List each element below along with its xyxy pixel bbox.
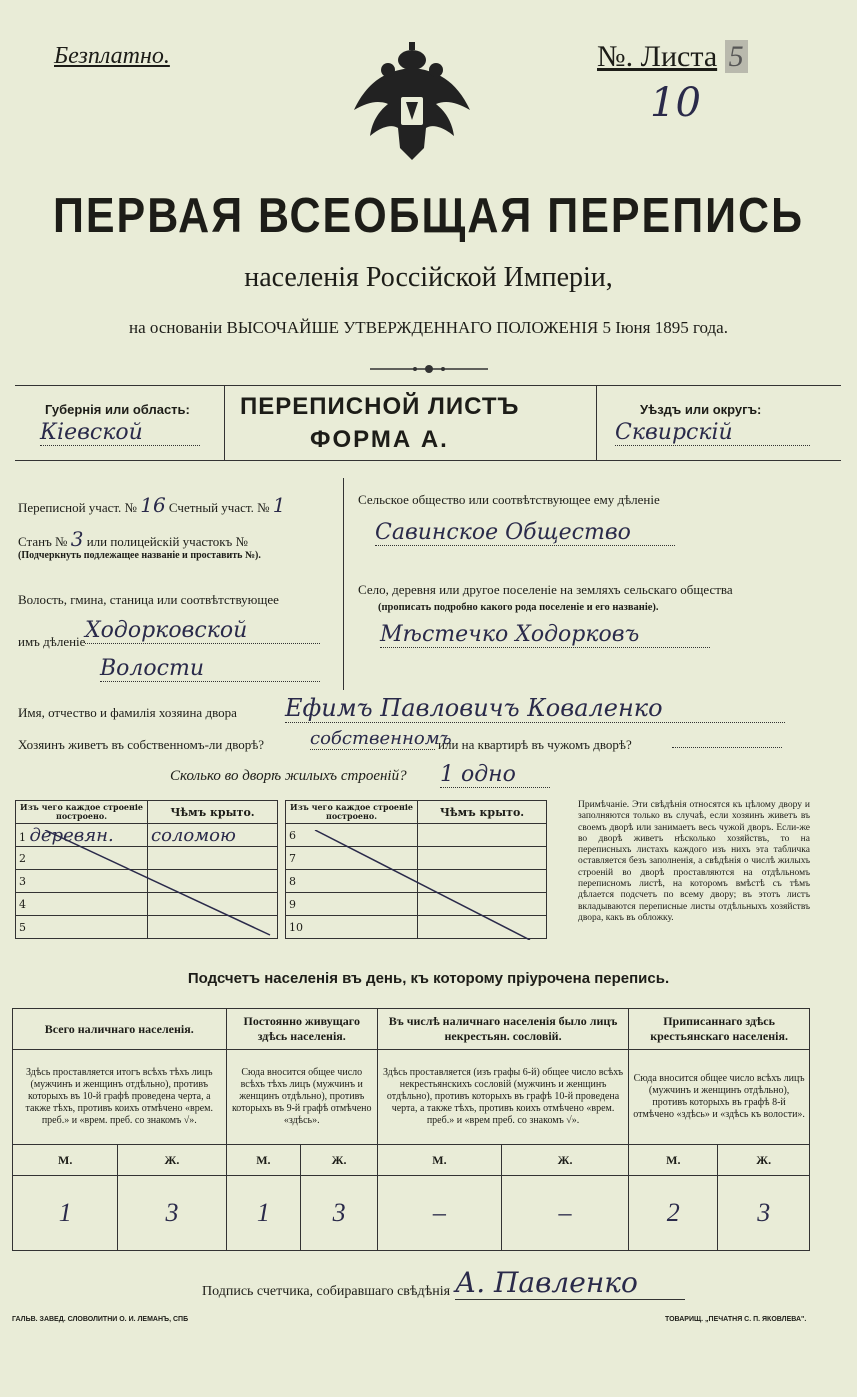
signature-label: Подпись счетчика, собиравшаго свѣдѣнія [202, 1284, 451, 1299]
table-row: 2 [16, 847, 278, 870]
main-title: ПЕРВАЯ ВСЕОБЩАЯ ПЕРЕПИСЬ [52, 188, 805, 244]
ornament-divider [370, 364, 488, 374]
value-zh-1: 3 [118, 1176, 226, 1251]
zh-header: Ж. [118, 1145, 226, 1176]
rent-label: или на квартирѣ въ чужомъ дворѣ? [438, 737, 632, 752]
table-row: 3 [16, 870, 278, 893]
stan-note: (Подчеркнуть подлежащее названіе и проставить №). [18, 550, 261, 561]
value-m-3: – [377, 1176, 501, 1251]
m-header: М. [377, 1145, 501, 1176]
own-value: собственномъ [310, 728, 452, 749]
value-zh-3: – [501, 1176, 628, 1251]
rent-line [672, 747, 782, 748]
rule-v2 [596, 385, 597, 461]
value-m-2: 1 [226, 1176, 301, 1251]
table-row: 6 [286, 824, 547, 847]
village-value: Мѣстечко Ходорковъ [380, 622, 710, 648]
summary-title: Подсчетъ населенія въ день, къ которому пріурочена перепись. [187, 970, 670, 987]
gubernia-value: Кіевской [40, 420, 200, 446]
uezd-value: Сквирскій [615, 420, 810, 446]
zh-header: Ж. [718, 1145, 810, 1176]
remark-text: Примѣчаніе. Эти свѣдѣнія относятся къ цѣлому двору и заполняются только въ случаѣ, если хозяинъ живетъ въ своемъ дворѣ или занимаетъ весь чужой дворъ. Если-же во дворѣ живетъ нѣсколько хозяйствъ, то на переписныхъ листахъ каждого изъ нихъ эта табличка оставляется безъ заполненія, а свѣдѣнія о числѣ жилыхъ строеній во дворѣ проставляются на отдѣльномъ переписномъ листѣ, на которомъ вмѣстѣ съ тѣмъ дѣлается подсчетъ по всему двору; въ этотъ листъ вкладываются переписные листы отдѣльныхъ хозяйствъ двора, какъ въ обложку. [578, 800, 810, 923]
list-number: №. Листа 5 [597, 40, 748, 74]
strike-line-left [15, 830, 278, 940]
summary-head-1: Всего наличнаго населенія. [13, 1009, 227, 1050]
table-row: 10 [286, 916, 547, 939]
m-header: М. [13, 1145, 118, 1176]
gubernia-label: Губернія или область: [45, 402, 190, 417]
volost-label: Волость, гмина, станица или соотвѣтствующее [18, 592, 279, 607]
rule-bottom [15, 460, 841, 461]
summary-desc-4: Сюда вносится общее число всѣхъ лицъ (мужчинъ и женщинъ отдѣльно), противъ которыхъ въ графѣ 8-й отмѣчено «здѣсь» и «здѣсь къ волости». [629, 1050, 810, 1145]
col-material-right: Изъ чего каждое строеніе построено. [286, 801, 418, 824]
summary-desc-1: Здѣсь проставляется итогъ всѣхъ тѣхъ лицъ (мужчинъ и женщинъ отдѣльно), противъ которыхъ въ 10-й графѣ проведена черта, а также тѣхъ, противъ коихъ отмѣчено «врем. преб.» и «врем. преб. со знакомъ √». [13, 1050, 227, 1145]
m-header: М. [629, 1145, 718, 1176]
col-material: Изъ чего каждое строеніе построено. [16, 801, 148, 824]
rule-v1 [224, 385, 225, 461]
summary-desc-2: Сюда вносится общее число всѣхъ тѣхъ лицъ (мужчинъ и женщинъ отдѣльно), противъ которыхъ въ 9-й графѣ отмѣчено «здѣсь». [226, 1050, 377, 1145]
uchast-row: Переписной участ. № 16 Счетный участ. № 1 [18, 493, 286, 517]
table-row: 7 [286, 847, 547, 870]
col-roof: Чѣмъ крыто. [148, 801, 278, 824]
buildings-label: Сколько во дворѣ жилыхъ строеній? [170, 768, 407, 784]
volost-value1: Ходорковской [85, 618, 320, 644]
summary-desc-3: Здѣсь проставляется (изъ графы 6-й) общее число всѣхъ некрестьянскихъ сословій (мужчинъ и женщинъ отдѣльно), противъ которыхъ въ графѣ 10-й проведена черта, а также тѣхъ, противъ коихъ отмѣчено «врем. преб.» и «врем преб. со знакомъ √». [377, 1050, 628, 1145]
buildings-value: 1 одно [440, 762, 550, 788]
summary-head-3: Въ числѣ наличнаго населенія было лицъ некрестьян. сословій. [377, 1009, 628, 1050]
zh-header: Ж. [501, 1145, 628, 1176]
volost-label2: имъ дѣленіе [18, 634, 86, 649]
uchast-value: 16 [140, 493, 166, 517]
value-m-4: 2 [629, 1176, 718, 1251]
subtitle: населенія Россійской Имперіи, [244, 262, 613, 293]
signature-value: А. Павленко [455, 1266, 685, 1300]
table-row: 9 [286, 893, 547, 916]
zh-header: Ж. [301, 1145, 378, 1176]
own-label: Хозяинъ живетъ въ собственномъ-ли дворѣ? [18, 737, 265, 752]
free-label: Безплатно. [54, 43, 170, 69]
uezd-label: Уѣздъ или округъ: [640, 402, 762, 417]
list-number-handwritten: 10 [650, 80, 701, 126]
printer-left: ГАЛЬВ. ЗАВЕД. СЛОВОЛИТНИ О. И. ЛЕМАНЪ, СПБ [12, 1316, 189, 1323]
society-label: Сельское общество или соотвѣтствующее ему дѣленіе [358, 492, 660, 507]
village-note: (прописать подробно какого рода поселеніе и его названіе). [378, 602, 659, 613]
imperial-eagle-emblem [348, 40, 476, 168]
village-label: Село, деревня или другое поселеніе на земляхъ сельскаго общества [358, 582, 733, 597]
volost-value2: Волости [100, 656, 320, 682]
printer-right: ТОВАРИЩ. „ПЕЧАТНЯ С. П. ЯКОВЛЕВА". [665, 1316, 807, 1323]
section-divider [343, 478, 344, 690]
stan-row: Станъ № 3 или полицейскій участокъ № [18, 527, 248, 551]
value-zh-4: 3 [718, 1176, 810, 1251]
table-row: 5 [16, 916, 278, 939]
m-header: М. [226, 1145, 301, 1176]
owner-name-label: Имя, отчество и фамилія хозяина двора [18, 705, 237, 720]
basis-line: на основаніи ВЫСОЧАЙШЕ УТВЕРЖДЕННАГО ПОЛОЖЕНІЯ 5 Іюня 1895 года. [129, 318, 728, 337]
owner-name-value: Ефимъ Павловичъ Коваленко [285, 694, 785, 723]
table-row: 4 [16, 893, 278, 916]
strike-line-right [285, 830, 547, 940]
table-row: 8 [286, 870, 547, 893]
summary-head-4: Приписаннаго здѣсь крестьянскаго населенія. [629, 1009, 810, 1050]
society-value: Савинское Общество [375, 520, 675, 546]
rule-top [15, 385, 841, 386]
stan-value: 3 [70, 527, 84, 551]
table-row: 1 деревян. соломою [16, 824, 278, 847]
schet-value: 1 [272, 493, 286, 517]
list-number-printed: 5 [725, 40, 748, 73]
summary-head-2: Постоянно живущаго здѣсь населенія. [226, 1009, 377, 1050]
value-m-1: 1 [13, 1176, 118, 1251]
value-zh-2: 3 [301, 1176, 378, 1251]
summary-table [12, 1008, 810, 1251]
col-roof-right: Чѣмъ крыто. [418, 801, 547, 824]
form-label: ФОРМА А. [310, 426, 449, 453]
list-title: ПЕРЕПИСНОЙ ЛИСТЪ [240, 393, 520, 420]
